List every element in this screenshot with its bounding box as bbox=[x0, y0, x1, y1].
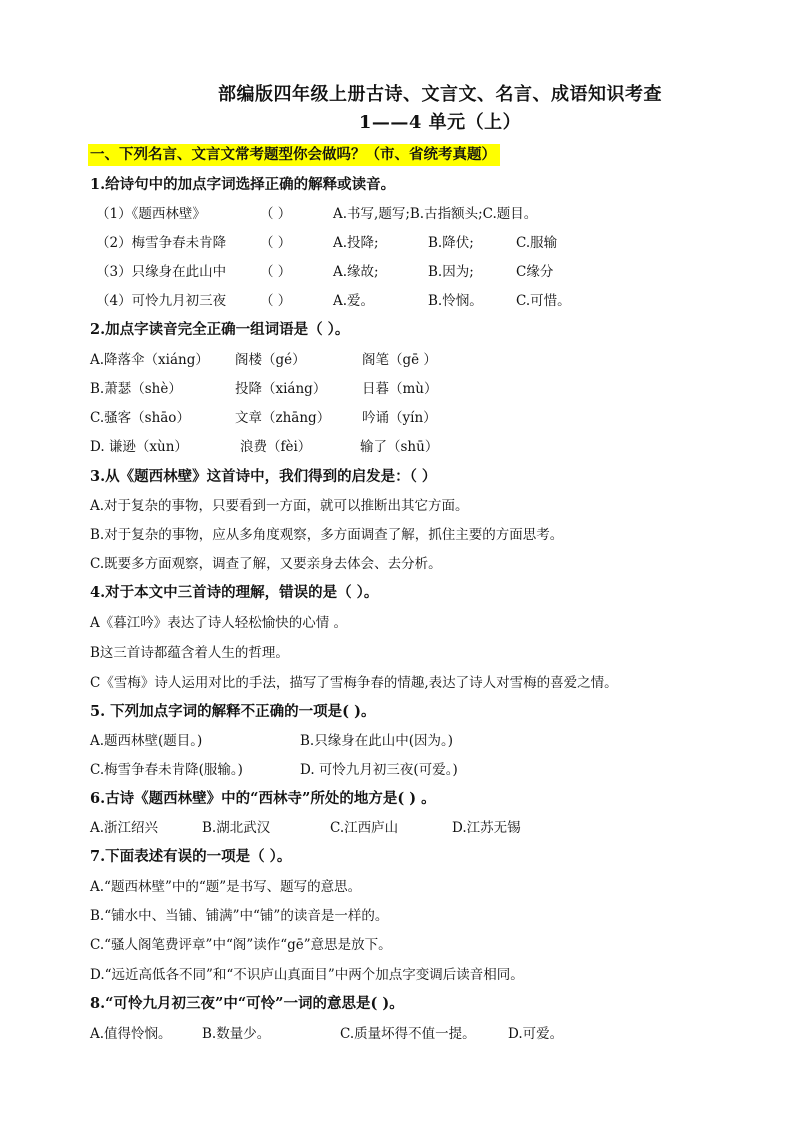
q1-option-a: A.爱。 bbox=[333, 293, 375, 309]
q7-option: C.“骚人阁笔费评章”中“阁”读作“gē”意思是放下。 bbox=[90, 937, 392, 953]
q1-option-a: A.书写,题写;B.古指额头;C.题目。 bbox=[333, 206, 538, 222]
q1-option-c: C.可惜。 bbox=[516, 293, 571, 309]
q7-option: A.“题西林壁”中的“题”是书写、题写的意思。 bbox=[90, 879, 362, 895]
question-8-stem: 8.“可怜九月初三夜”中“可怜”一词的意思是( )。 bbox=[90, 995, 404, 1012]
question-4-stem: 4.对于本文中三首诗的理解，错误的是（ ）。 bbox=[90, 584, 379, 601]
q3-option: A.对于复杂的事物，只要看到一方面，就可以推断出其它方面。 bbox=[90, 498, 469, 514]
q5-option: A.题西林壁(题目。) bbox=[90, 733, 203, 749]
q2-option-col2: 阁楼（gé） bbox=[235, 352, 306, 368]
q1-blank: （ ） bbox=[260, 293, 292, 309]
q1-option-c: C缘分 bbox=[516, 264, 554, 280]
q8-option: B.数量少。 bbox=[202, 1026, 271, 1042]
q2-option-col1: A.降落伞（xiáng） bbox=[90, 352, 209, 368]
q1-item: （4）可怜九月初三夜 bbox=[96, 293, 227, 309]
question-1-stem: 1.给诗句中的加点字词选择正确的解释或读音。 bbox=[90, 176, 396, 193]
page-title: 部编版四年级上册古诗、文言文、名言、成语知识考查 bbox=[218, 84, 662, 105]
q1-item: （1）《题西林壁》 bbox=[96, 206, 206, 222]
q2-option-col3: 阁笔（gē ） bbox=[362, 352, 437, 368]
q2-option-col3: 输了（shū） bbox=[360, 439, 439, 455]
question-2-stem: 2.加点字读音完全正确一组词语是（ ）。 bbox=[90, 321, 350, 338]
question-6-stem: 6.古诗《题西林壁》中的“西林寺”所处的地方是( ) 。 bbox=[90, 790, 436, 807]
q2-option-col1: C.骚客（shāo） bbox=[90, 410, 190, 426]
q1-option-a: A.投降; bbox=[333, 235, 379, 251]
q1-item: （3）只缘身在此山中 bbox=[96, 264, 227, 280]
q1-item: （2）梅雪争春未肯降 bbox=[96, 235, 227, 251]
q2-option-col3: 吟诵（yín） bbox=[362, 410, 437, 426]
q4-option: C《雪梅》诗人运用对比的手法，描写了雪梅争春的情趣,表达了诗人对雪梅的喜爱之情。 bbox=[90, 675, 618, 691]
q4-option: A《暮江吟》表达了诗人轻松愉快的心情 。 bbox=[90, 615, 348, 631]
q1-option-c: C.服输 bbox=[516, 235, 558, 251]
q3-option: B.对于复杂的事物，应从多角度观察，多方面调查了解，抓住主要的方面思考。 bbox=[90, 527, 564, 543]
question-7-stem: 7.下面表述有误的一项是（ ）。 bbox=[90, 848, 292, 865]
question-5-stem: 5. 下列加点字词的解释不正确的一项是( )。 bbox=[90, 703, 376, 720]
q6-option: A.浙江绍兴 bbox=[90, 820, 159, 836]
q1-option-b: B.怜悯。 bbox=[428, 293, 483, 309]
q6-option: B.湖北武汉 bbox=[202, 820, 271, 836]
q2-option-col2: 文章（zhāng） bbox=[235, 410, 331, 426]
q1-blank: （ ） bbox=[260, 235, 292, 251]
q1-option-b: B.降伏; bbox=[428, 235, 474, 251]
page-subtitle: 1——4 单元（上） bbox=[358, 112, 522, 133]
q1-blank: （ ） bbox=[260, 264, 292, 280]
q5-option: D. 可怜九月初三夜(可爱。) bbox=[300, 762, 458, 778]
q2-option-col2: 浪费（fèi） bbox=[240, 439, 312, 455]
q5-option: C.梅雪争春未肯降(服输。) bbox=[90, 762, 243, 778]
question-3-stem: 3.从《题西林壁》这首诗中，我们得到的启发是：（ ） bbox=[90, 468, 437, 485]
q2-option-col1: B.萧瑟（shè） bbox=[90, 381, 182, 397]
q6-option: C.江西庐山 bbox=[330, 820, 399, 836]
q5-option: B.只缘身在此山中(因为。) bbox=[300, 733, 453, 749]
q8-option: D.可爱。 bbox=[508, 1026, 564, 1042]
section-heading: 一、下列名言、文言文常考题型你会做吗？（市、省统考真题） bbox=[88, 144, 500, 166]
q8-option: A.值得怜悯。 bbox=[90, 1026, 172, 1042]
q6-option: D.江苏无锡 bbox=[452, 820, 521, 836]
q2-option-col2: 投降（xiáng） bbox=[235, 381, 327, 397]
q4-option: B这三首诗都蕴含着人生的哲理。 bbox=[90, 645, 289, 661]
q2-option-col1: D. 谦逊（xùn） bbox=[90, 439, 188, 455]
q1-option-a: A.缘故; bbox=[333, 264, 379, 280]
q7-option: D.“远近高低各不同”和“不识庐山真面目”中两个加点字变调后读音相同。 bbox=[90, 967, 524, 983]
q3-option: C.既要多方面观察，调查了解，又要亲身去体会、去分析。 bbox=[90, 556, 442, 572]
q1-option-b: B.因为; bbox=[428, 264, 474, 280]
q8-option: C.质量坏得不值一提。 bbox=[340, 1026, 476, 1042]
q7-option: B.“铺水中、当铺、铺满”中“铺”的读音是一样的。 bbox=[90, 908, 389, 924]
q1-blank: （ ） bbox=[260, 206, 292, 222]
q2-option-col3: 日暮（mù） bbox=[362, 381, 438, 397]
